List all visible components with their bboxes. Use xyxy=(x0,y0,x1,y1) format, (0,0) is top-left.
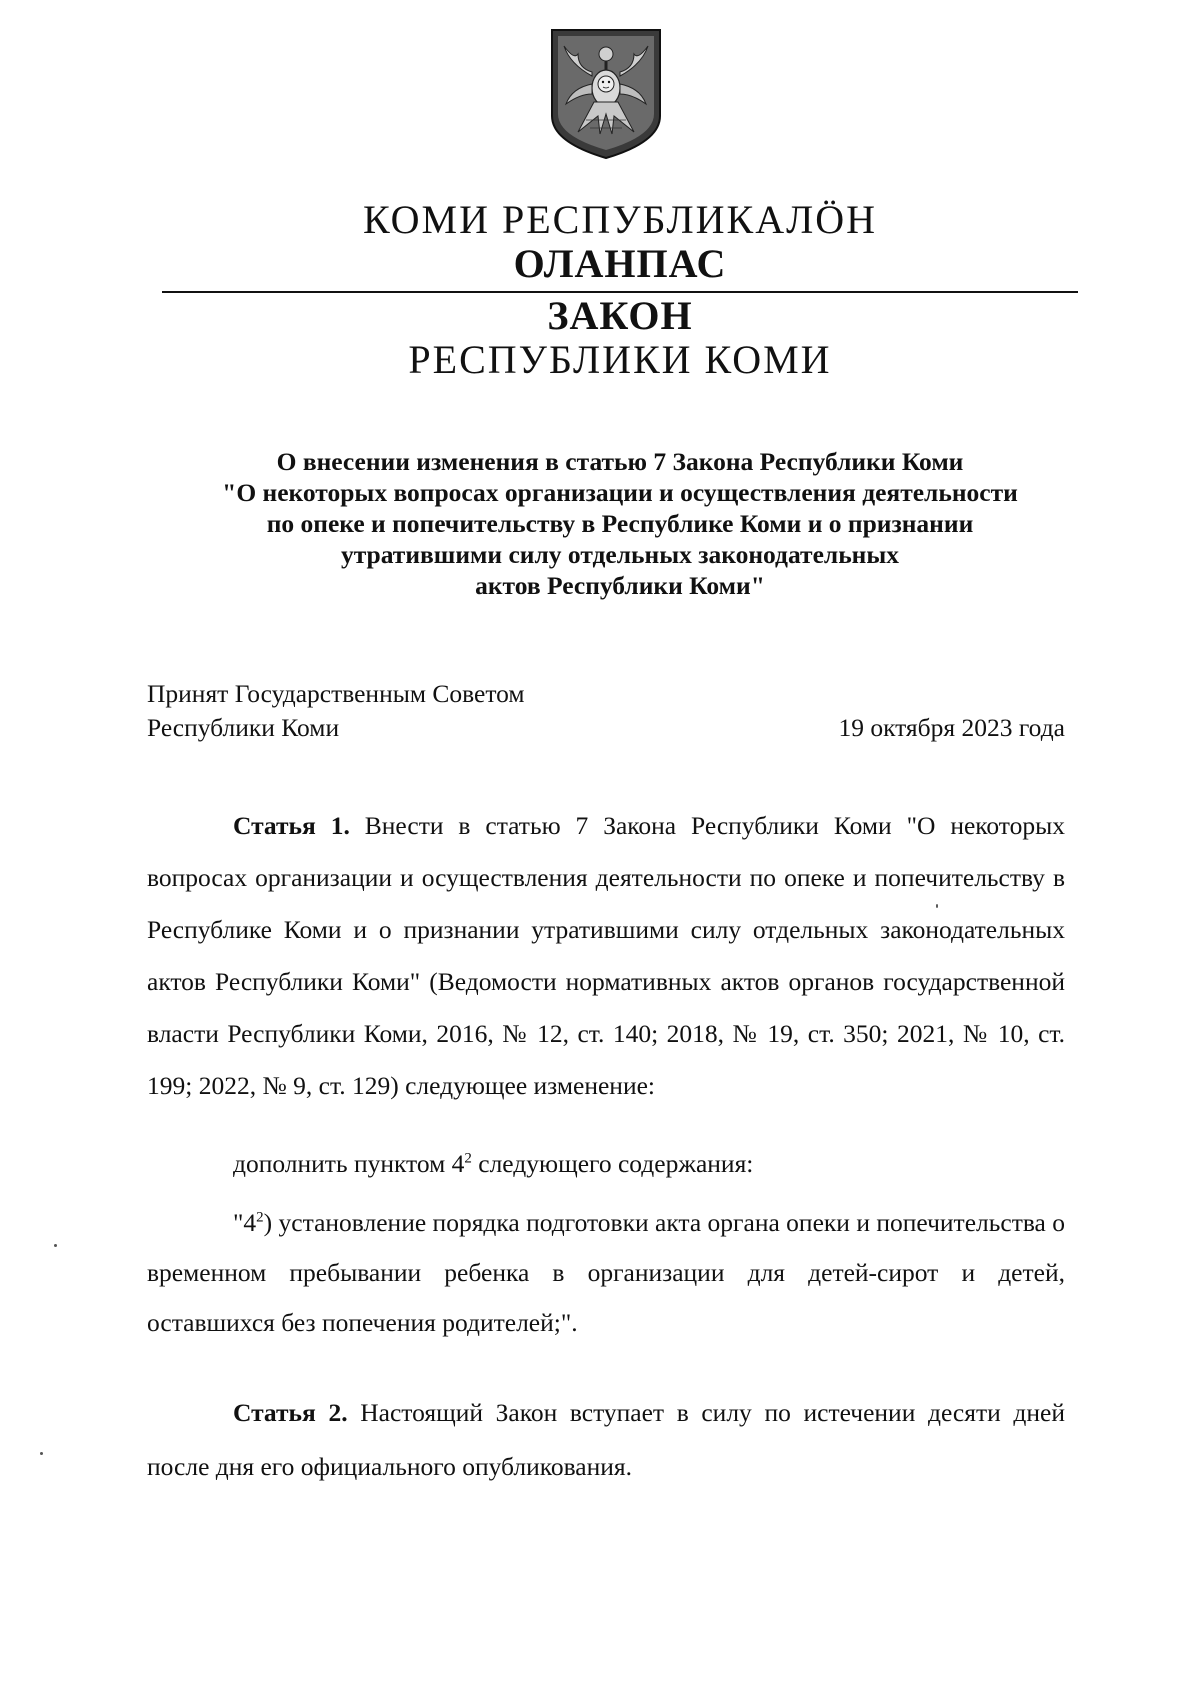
addition-superscript: 2 xyxy=(464,1150,472,1167)
law-title-line: О внесении изменения в статью 7 Закона Республики Коми xyxy=(276,447,964,476)
header-respubliki-komi: РЕСПУБЛИКИ КОМИ xyxy=(408,337,832,382)
law-title xyxy=(150,446,1090,601)
adopted-by-line-2: Республики Коми xyxy=(147,713,340,742)
article-1-text: Внести в статью 7 Закона Республики Коми "О некоторых вопросах организации и осуществления деятельности по опеке и попечительству в Республике Коми и о признании утратившими силу отдельных законодательных актов Республики Коми" (Ведомости нормативных актов органов государственной власти Республики Коми, 2016, № 12, ст. 140; 2018, № 19, ст. 350; 2021, № 10, ст. 199; 2022, № 9, ст. 129) следующее изменение: xyxy=(147,811,1065,1100)
new-item-superscript: 2 xyxy=(256,1209,264,1226)
scan-speck xyxy=(40,1452,43,1455)
addition-text-after: следующего содержания: xyxy=(471,1149,754,1178)
article-2-paragraph xyxy=(147,1386,1065,1494)
adopted-by-line-1: Принят Государственным Советом xyxy=(147,679,525,708)
law-title-line: актов Республики Коми" xyxy=(475,571,765,600)
addition-text-before: дополнить пунктом 4 xyxy=(233,1149,465,1178)
article-1-label: Статья 1. xyxy=(233,811,350,840)
article-1-new-item xyxy=(147,1198,1065,1348)
article-2-text: Настоящий Закон вступает в силу по истечении десяти дней после дня его официального опубликования. xyxy=(147,1398,1065,1481)
komi-coat-of-arms-icon xyxy=(548,24,664,164)
article-1-paragraph xyxy=(147,800,1065,1112)
article-1-addition xyxy=(233,1144,753,1184)
law-title-line: утратившими силу отдельных законодательных xyxy=(340,540,900,569)
scan-speck xyxy=(54,1244,57,1247)
adoption-date: 19 октября 2023 года xyxy=(838,713,1065,742)
new-item-text: ) установление порядка подготовки акта органа опеки и попечительства о временном пребывании ребенка в организации для детей-сирот и детей, оставшихся без попечения родителей;". xyxy=(147,1208,1065,1337)
law-title-line: по опеке и попечительству в Республике Коми и о признании xyxy=(266,509,974,538)
header-olanpas: ОЛАНПАС xyxy=(513,241,727,286)
article-2-label: Статья 2. xyxy=(233,1398,348,1427)
law-title-line: "О некоторых вопросах организации и осуществления деятельности xyxy=(222,478,1018,507)
new-item-number: "4 xyxy=(233,1208,257,1237)
header-komi-line: КОМИ РЕСПУБЛИКАЛӦН xyxy=(362,197,878,242)
scan-speck xyxy=(936,904,938,908)
header-zakon: ЗАКОН xyxy=(547,293,693,338)
